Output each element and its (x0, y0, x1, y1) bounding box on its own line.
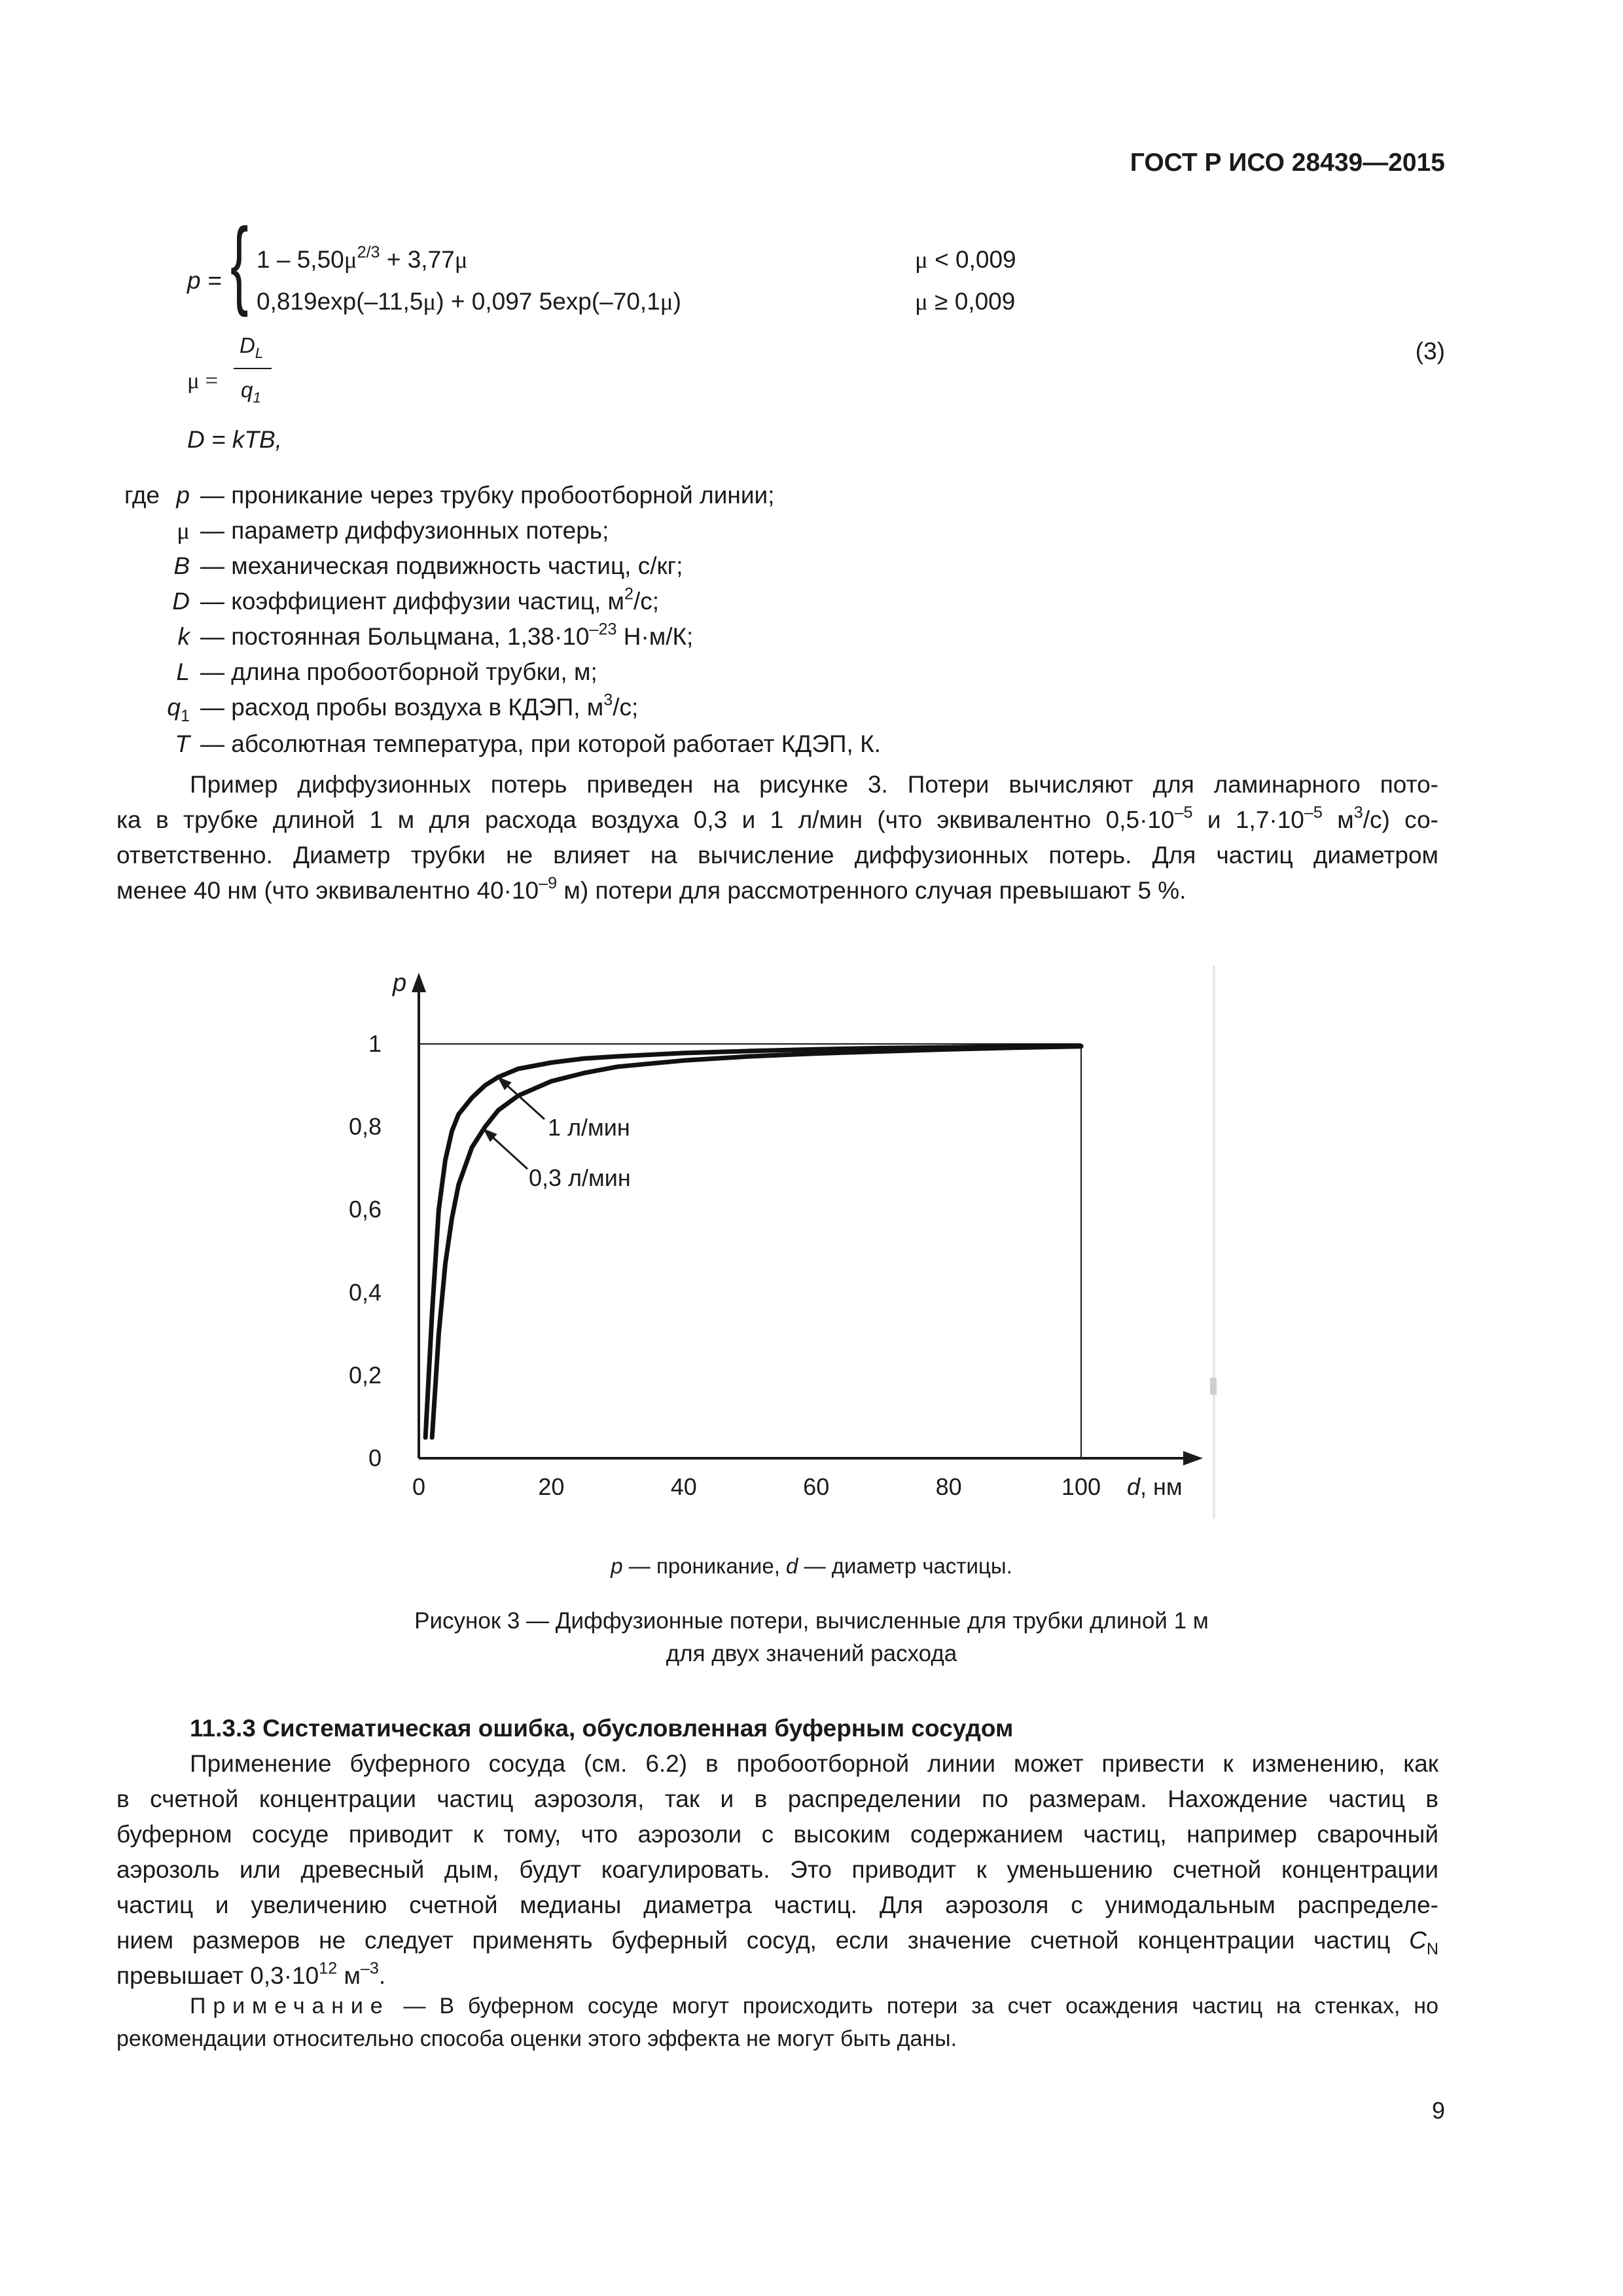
y-tick-label: 0,2 (348, 1361, 382, 1389)
x-axis-label: d, нм (1127, 1473, 1183, 1500)
formula-case-2: 0,819exp(–11,5μ) + 0,097 5exp(–70,1μ) (257, 288, 681, 315)
figure-legend: p — проникание, d — диаметр частицы. (611, 1554, 1012, 1578)
y-tick-label: 0 (368, 1444, 382, 1471)
definition-symbol: D (172, 588, 190, 615)
formula-case-2-condition: μ ≥ 0,009 (915, 288, 1016, 315)
y-axis-arrow (412, 973, 426, 992)
formula-p-lhs: p = (187, 267, 222, 294)
section-heading: 11.3.3 Систематическая ошибка, обусловленная буферным сосудом (190, 1715, 1014, 1742)
definitions-intro: где (124, 482, 160, 509)
x-tick-label: 100 (1061, 1473, 1101, 1500)
definition-text: — расход пробы воздуха в КДЭП, $м^3/с$; (200, 691, 639, 721)
scan-edge-mark (1210, 1378, 1217, 1395)
x-tick-label: 0 (412, 1473, 426, 1500)
section-body: Применение буферного сосуда (см. 6.2) в пробоотборной линии может привести к изменению, как в счетной концентрации частиц аэрозоля, так и в распределении по размерам. Нахождение частиц в буферном сосуде приводит к тому, что аэрозоли с высоким содержанием частиц, например сварочный аэрозоль или древесный дым, будут коагулировать. Это приводит к уменьшению счетной концентрации частиц и увеличению счетной медианы диаметра частиц. Для аэрозоля с унимодальным распределе- нием размеров не следует применять буферный сосуд, если значение счетной концентрации частиц $C_N$ превышает $0,3\cdot 10^{12}$ $м^{-3}$. (116, 1750, 1438, 1989)
definition-symbol: μ (177, 518, 190, 545)
definition-symbol: L (176, 658, 190, 685)
formula-mu-lhs: μ = (187, 368, 219, 393)
document-header: ГОСТ Р ИСО 28439—2015 (1130, 149, 1445, 177)
definition-text: — коэффициент диффузии частиц, $м^2/с$; (200, 584, 660, 615)
definition-text: — проникание через трубку пробоотборной линии; (200, 482, 775, 509)
x-tick-label: 60 (803, 1473, 830, 1500)
y-tick-label: 1 (368, 1030, 382, 1057)
definition-symbol: B (173, 552, 190, 579)
page-number: 9 (1431, 2097, 1445, 2124)
figure-caption-line-2: для двух значений расхода (666, 1641, 957, 1666)
definition-text: — постоянная Больцмана, $1,38\cdot 10^{-23}$ Н·м/К; (200, 620, 694, 650)
x-tick-label: 80 (935, 1473, 962, 1500)
formula-case-1: $1 - 5,50\mu^{2/3} + 3,77\mu$ (257, 243, 468, 274)
equation-number: (3) (1415, 338, 1445, 365)
definition-symbol: k (177, 623, 190, 650)
y-tick-label: 0,6 (348, 1196, 382, 1223)
definition-text: — абсолютная температура, при которой работает КДЭП, К. (200, 730, 881, 757)
y-tick-label: 0,8 (348, 1113, 382, 1140)
series-annotation-label: 1 л/мин (548, 1114, 630, 1141)
definition-symbol: $q_1$ (167, 694, 190, 725)
y-tick-label: 0,4 (348, 1278, 382, 1306)
definition-text: — параметр диффузионных потерь; (200, 517, 609, 544)
formula-fraction-numerator: $D_L$ (240, 333, 264, 361)
x-tick-label: 40 (670, 1473, 697, 1500)
formula-fraction-denominator: $q_1$ (241, 378, 261, 406)
x-axis-arrow (1183, 1451, 1203, 1465)
definition-symbol: p (176, 482, 190, 509)
note-block: Примечание — В буферном сосуде могут происходить потери за счет осаждения частиц на стенках, но рекомендации относительно способа оценки этого эффекта не могут быть даны. (116, 1994, 1438, 2051)
note-label: Примечание (190, 1994, 390, 2018)
formula-brace: { (230, 207, 249, 317)
x-tick-label: 20 (538, 1473, 565, 1500)
definition-symbol: T (175, 730, 190, 757)
series-annotation-label: 0,3 л/мин (529, 1164, 631, 1191)
formula-case-1-condition: μ < 0,009 (915, 246, 1016, 274)
formula-d: D = kTB, (187, 426, 282, 453)
definition-text: — механическая подвижность частиц, с/кг; (200, 552, 683, 579)
series-line-1-l-min (425, 1046, 1081, 1437)
paragraph-diffusion-example: Пример диффузионных потерь приведен на рисунке 3. Потери вычисляют для ламинарного пото- ка в трубке длиной 1 м для расхода воздуха 0,3 и 1 л/мин (что эквивалентно $0,5\cdot 10^{-5}$ и $1,7\cdot 10^{-5}$ $м^3/с$) со- ответственно. Диаметр трубки не влияет на вычисление диффузионных потерь. Для частиц диаметром менее 40 нм (что эквивалентно $40\cdot 10^{-9}$ м) потери для рассмотренного случая превышают 5 %. (116, 771, 1438, 904)
figure-caption-line-1: Рисунок 3 — Диффузионные потери, вычисленные для трубки длиной 1 м (414, 1608, 1209, 1634)
y-axis-label: p (393, 969, 407, 997)
definition-text: — длина пробоотборной трубки, м; (200, 658, 597, 685)
